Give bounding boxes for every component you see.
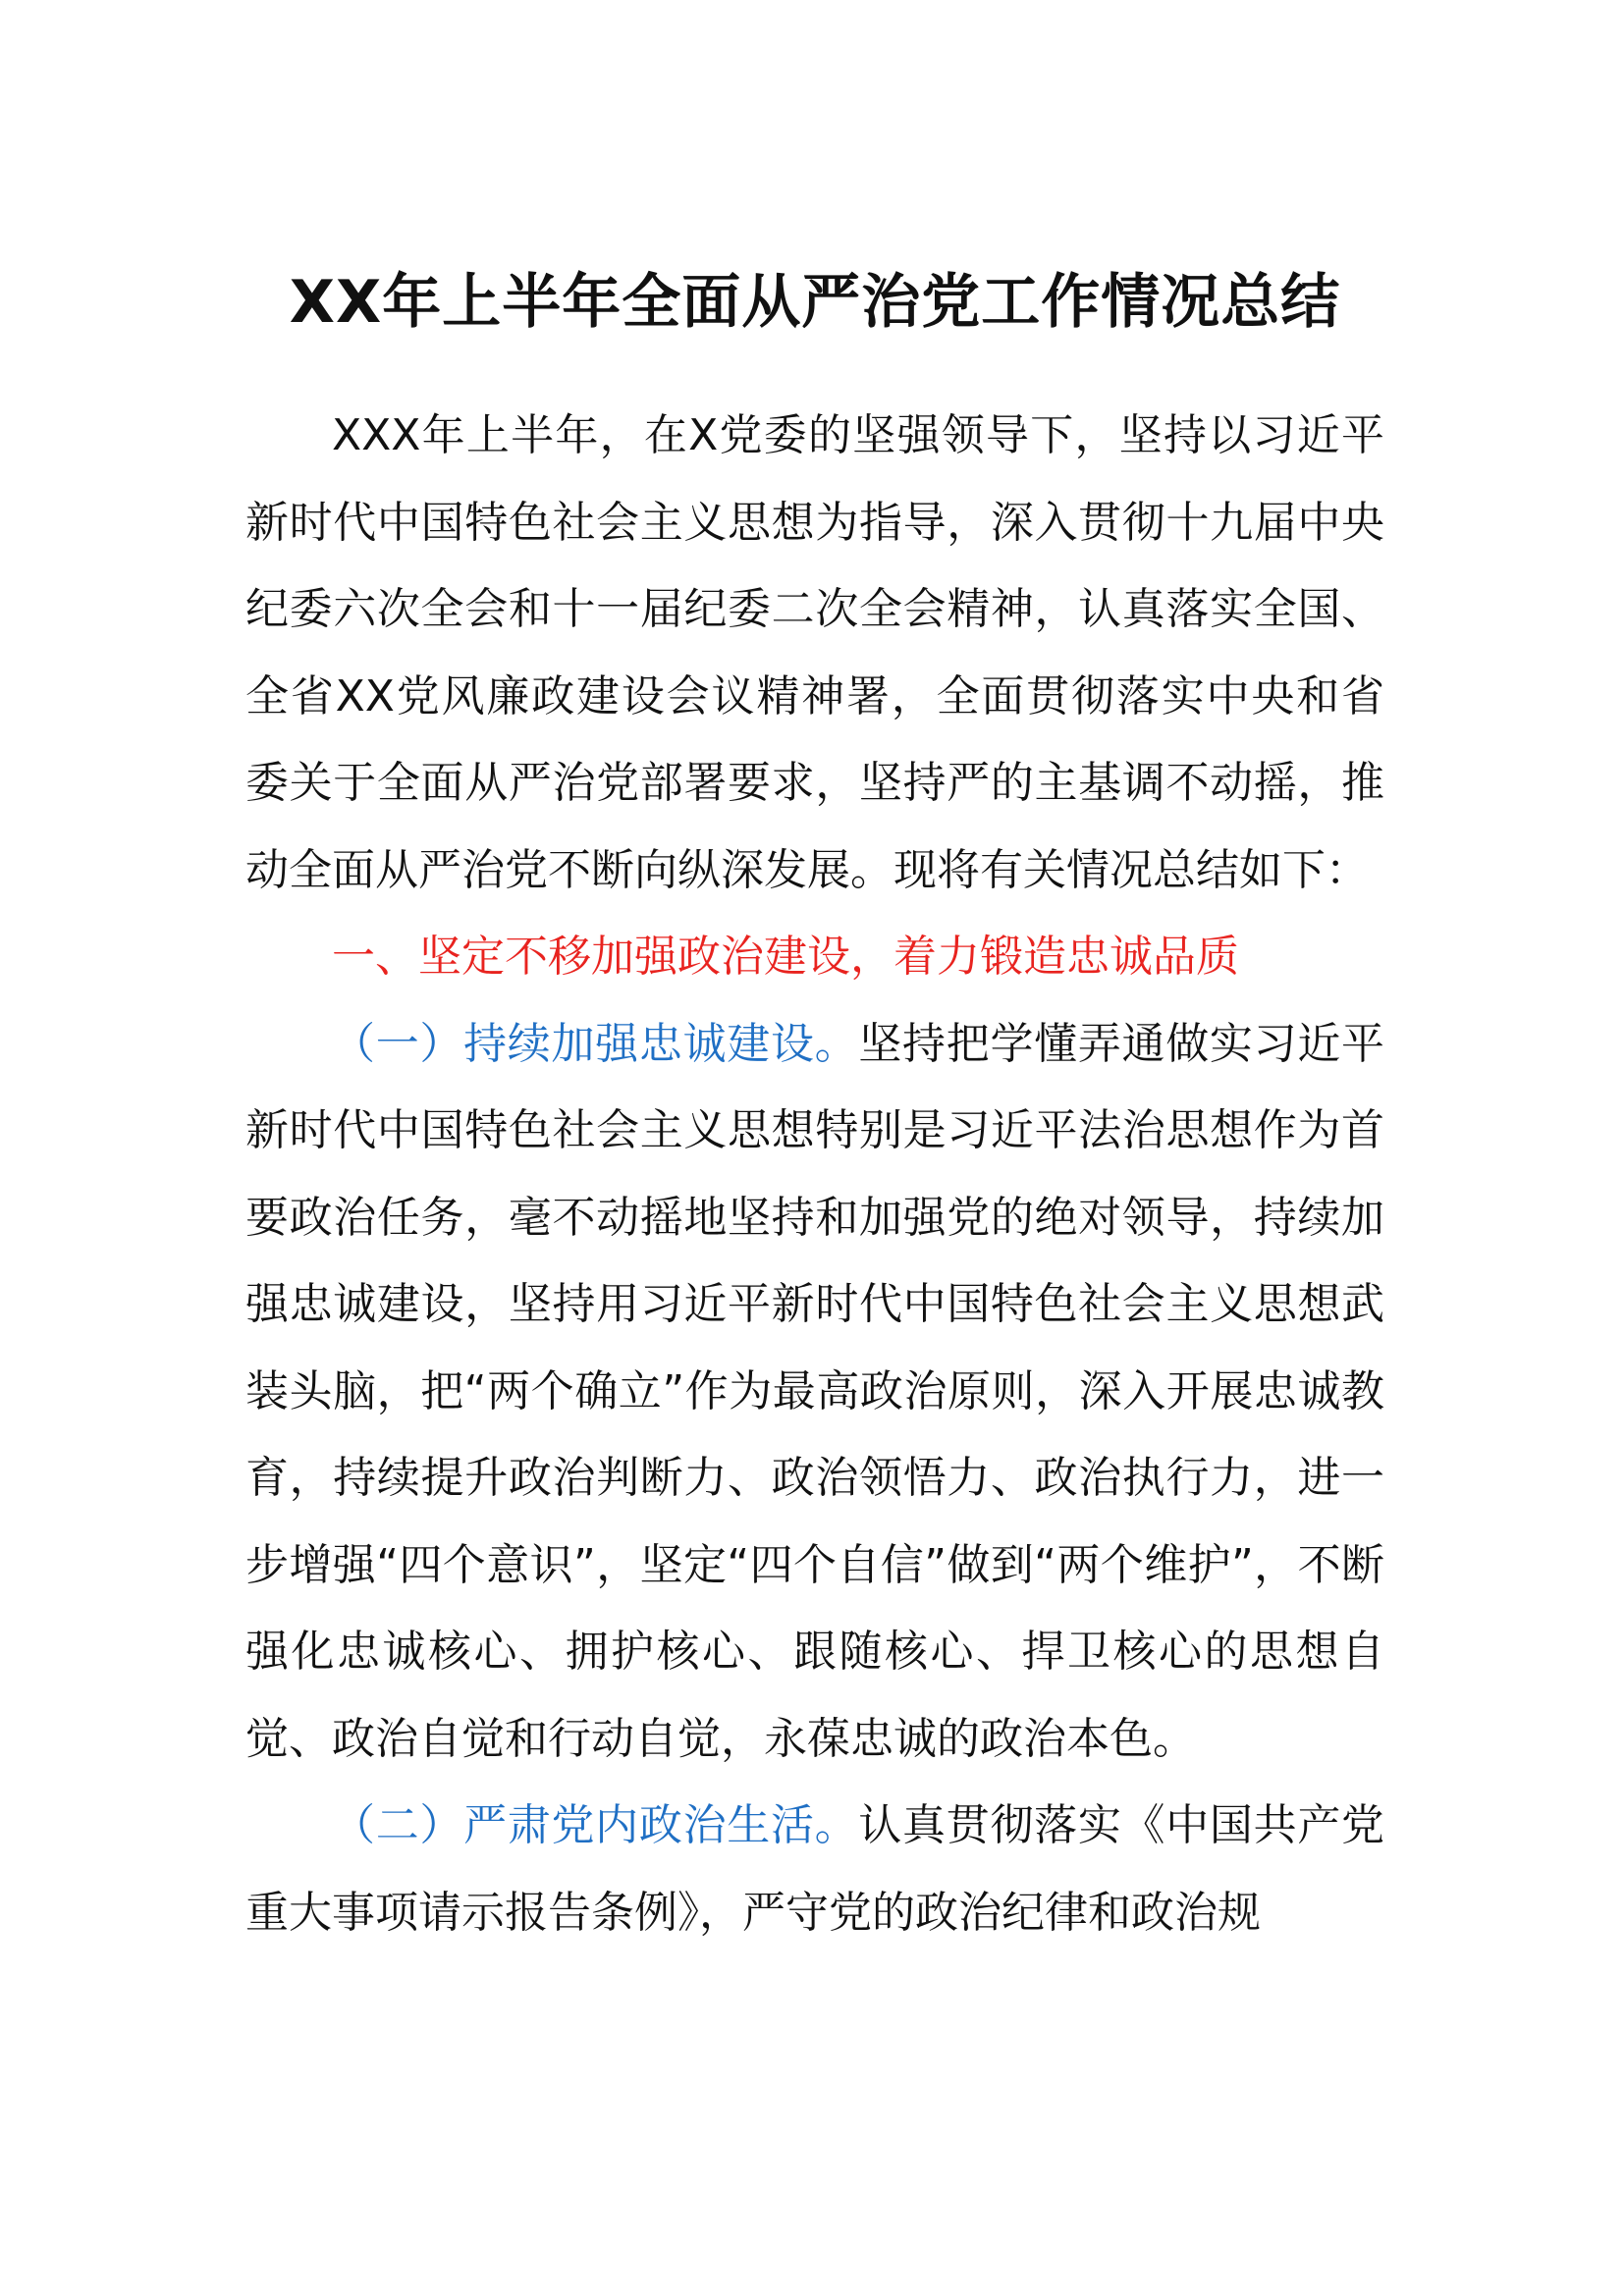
document-title: XX年上半年全面从严治党工作情况总结 xyxy=(289,268,1341,337)
subsection-text-1: 坚持把学懂弄通做实习近平新时代中国特色社会主义思想特别是习近平法治思想作为首要政治任务，毫不动摇地坚持和加强党的绝对领导，持续加强忠诚建设，坚持用习近平新时代中国特色社会主义思想武装头脑，把“两个确立”作为最高政治原则，深入开展忠诚教育，持续提升政治判断力、政治领悟力、政治执行力，进一步增强“四个意识”，坚定“四个自信”做到“两个维护”，不断强化忠诚核心、拥护核心、跟随核心、捍卫核心的思想自觉、政治自觉和行动自觉，永葆忠诚的政治本色。 xyxy=(245,1018,1385,1764)
subsection-paragraph-2 xyxy=(245,1783,1384,1956)
section-heading-1: 一、坚定不移加强政治建设，着力锻造忠诚品质 xyxy=(332,932,1239,982)
subsection-heading-2: （二）严肃党内政治生活。 xyxy=(332,1800,859,1850)
document-body xyxy=(245,393,1384,1956)
subsection-paragraph-1 xyxy=(245,1001,1384,1784)
subsection-text-2: 认真贯彻落实《中国共产党重大事项请示报告条例》，严守党的政治纪律和政治规 xyxy=(245,1800,1385,1938)
intro-paragraph: XXX年上半年，在X党委的坚强领导下，坚持以习近平新时代中国特色社会主义思想为指导，深入贯彻十九届中央纪委六次全会和十一届纪委二次全会精神，认真落实全国、全省XX党风廉政建设会议精神署，全面贯彻落实中央和省委关于全面从严治党部署要求，坚持严的主基调不动摇，推动全面从严治党不断向纵深发展。现将有关情况总结如下： xyxy=(245,410,1384,895)
subsection-heading-1: （一）持续加强忠诚建设。 xyxy=(332,1018,859,1069)
